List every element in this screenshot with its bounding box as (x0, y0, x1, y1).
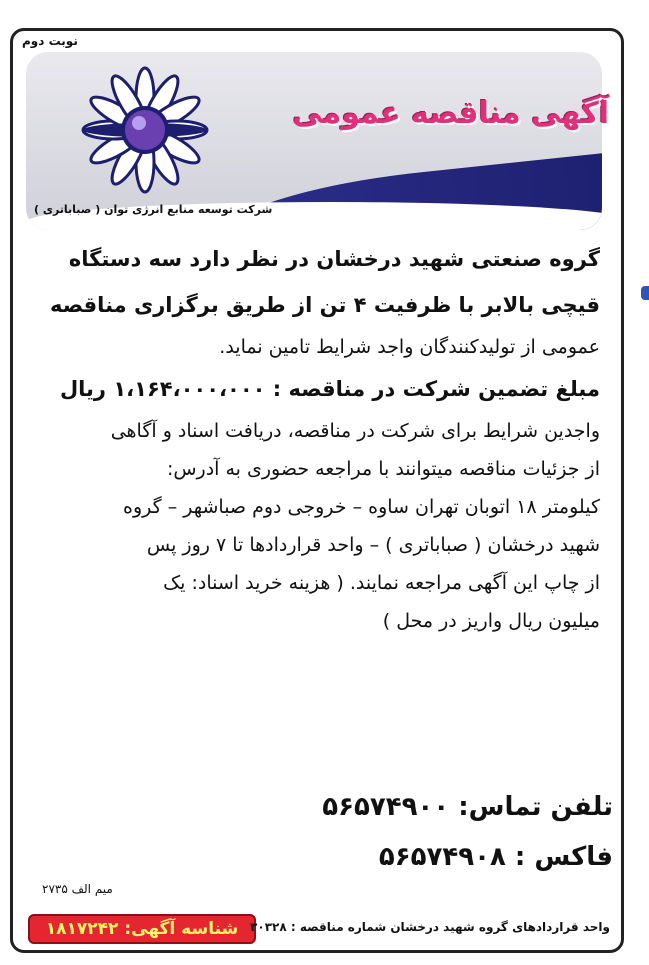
body-line: واجدین شرایط برای شرکت در مناقصه، دریافت اسناد و آگاهی (110, 420, 600, 442)
body-line: کیلومتر ۱۸ اتوبان تهران ساوه – خروجی دوم صباشهر – گروه (123, 496, 600, 518)
body-line: از جزئیات مناقصه میتوانند با مراجعه حضوری به آدرس: (166, 458, 600, 480)
body-line: قیچی بالابر با ظرفیت ۴ تن از طریق برگزاری مناقصه (50, 293, 600, 317)
body-line: از چاپ این آگهی مراجعه نمایند. ( هزینه خرید اسناد: یک (163, 572, 600, 594)
body-line: عمومی از تولیدکنندگان واجد شرایط تامین نماید. (219, 336, 600, 358)
notice-body (30, 236, 600, 640)
ad-id-badge: شناسه آگهی: ۱۸۱۷۲۴۲ (28, 914, 256, 944)
company-logo-icon (70, 60, 220, 200)
notice-title: آگهی مناقصه عمومی (292, 96, 609, 131)
body-line: شهید درخشان ( صباباتری ) – واحد قراردادها تا ۷ روز پس (146, 534, 600, 556)
notice-footer (10, 910, 624, 950)
guarantee-amount: مبلغ تضمین شرکت در مناقصه : ۱،۱۶۴،۰۰۰،۰۰۰ ریال (59, 377, 600, 401)
phone-number: تلفن تماس: ۵۶۵۷۴۹۰۰ (322, 792, 613, 822)
ad-reference: میم الف ۲۷۳۵ (42, 882, 113, 896)
round-label: نوبت دوم (22, 34, 78, 48)
edge-mark (641, 286, 649, 300)
company-name: شرکت توسعه منابع انرژی توان ( صباباتری ) (34, 203, 273, 216)
body-line: میلیون ریال واریز در محل ) (382, 610, 600, 632)
tender-number: واحد قراردادهای گروه شهید درخشان شماره مناقصه : ۳۰۳۲۸ (250, 920, 610, 934)
fax-number: فاکس : ۵۶۵۷۴۹۰۸ (378, 842, 613, 872)
body-line: گروه صنعتی شهید درخشان در نظر دارد سه دستگاه (68, 247, 600, 271)
